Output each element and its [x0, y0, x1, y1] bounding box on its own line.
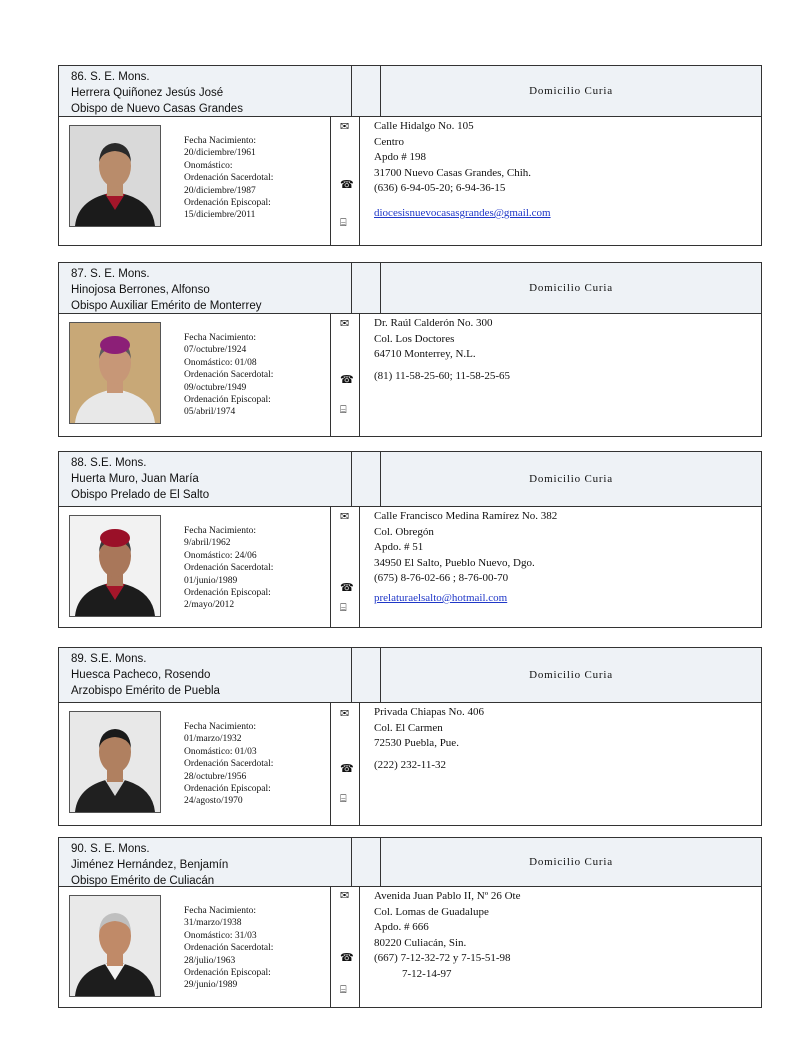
card-header [59, 66, 761, 117]
bishop-title: Obispo Prelado de El Salto [71, 489, 210, 501]
email-link[interactable]: diocesisnuevocasasgrandes@gmail.com [374, 206, 551, 219]
bishop-dates [184, 525, 273, 627]
curia-address [360, 314, 761, 436]
bishop-card [58, 837, 762, 1008]
address-line: Calle Hidalgo No. 105 [374, 120, 474, 132]
date-line: Onomástico: 24/06 [184, 550, 257, 561]
bishop-number: 88. S.E. Mons. [71, 457, 147, 469]
date-line: Ordenación Sacerdotal: [184, 759, 274, 770]
bishop-photo [69, 711, 161, 813]
bishop-dates [184, 332, 273, 436]
fax-icon: ⌸ [340, 216, 347, 229]
date-line: 28/julio/1963 [184, 955, 236, 966]
date-line: 20/diciembre/1961 [184, 148, 256, 159]
bishop-photo [69, 322, 161, 424]
date-line: Fecha Nacimiento: [184, 722, 257, 732]
card-header [59, 452, 761, 507]
email-link[interactable]: prelaturaelsalto@hotmail.com [374, 591, 508, 604]
date-line: Ordenación Episcopal: [184, 198, 271, 209]
bishop-dates [184, 905, 273, 1007]
envelope-icon: ✉ [340, 120, 350, 133]
bishop-number: 90. S. E. Mons. [71, 843, 150, 855]
bishop-dates [184, 721, 273, 825]
bishop-photo [69, 125, 161, 227]
bishop-heading [59, 66, 352, 116]
domicile-header: Domicilio Curia [529, 473, 613, 485]
telephone-icon: ☎ [340, 178, 354, 191]
bishop-name: Huesca Pacheco, Rosendo [71, 669, 211, 681]
address-line: 80220 Culiacán, Sin. [374, 936, 467, 949]
bishop-profile [59, 703, 331, 825]
bishop-name: Herrera Quiñonez Jesús José [71, 87, 224, 99]
bishop-profile [59, 117, 331, 245]
envelope-icon: ✉ [340, 707, 350, 720]
card-header [59, 263, 761, 314]
date-line: 24/agosto/1970 [184, 796, 243, 807]
date-line: Ordenación Sacerdotal: [184, 563, 274, 574]
bishop-number: 86. S. E. Mons. [71, 71, 150, 83]
date-line: 28/octubre/1956 [184, 771, 247, 782]
bishop-heading [59, 648, 352, 702]
curia-address [360, 887, 761, 1007]
date-line: 29/junio/1989 [184, 980, 238, 991]
date-line: Onomástico: 31/03 [184, 930, 257, 941]
date-line: Onomástico: 01/03 [184, 746, 257, 757]
date-line: Onomástico: 01/08 [184, 357, 257, 368]
date-line: Ordenación Episcopal: [184, 784, 271, 795]
address-line: (636) 6-94-05-20; 6-94-36-15 [374, 182, 506, 195]
address-line: 64710 Monterrey, N.L. [374, 348, 476, 361]
bishop-card [58, 262, 762, 437]
header-spacer [352, 66, 381, 116]
bishop-name: Huerta Muro, Juan María [71, 473, 199, 485]
date-line: Fecha Nacimiento: [184, 906, 257, 916]
envelope-icon: ✉ [340, 510, 350, 523]
bishop-card [58, 647, 762, 826]
bishop-dates [184, 135, 273, 245]
date-line: 01/marzo/1932 [184, 734, 242, 745]
card-body [59, 703, 761, 825]
domicile-header: Domicilio Curia [529, 669, 613, 681]
contact-icons [331, 703, 360, 825]
card-body [59, 314, 761, 436]
date-line: 05/abril/1974 [184, 407, 236, 418]
date-line: Ordenación Episcopal: [184, 395, 271, 406]
header-spacer [352, 648, 381, 702]
bishop-number: 87. S. E. Mons. [71, 268, 150, 280]
domicile-header: Domicilio Curia [529, 282, 613, 294]
card-body [59, 887, 761, 1007]
date-line: 31/marzo/1938 [184, 918, 242, 929]
date-line: Ordenación Episcopal: [184, 968, 271, 979]
address-line: Apdo # 198 [374, 151, 426, 164]
bishop-photo [69, 515, 161, 617]
address-line: 7-12-14-97 [402, 967, 452, 980]
telephone-icon: ☎ [340, 581, 354, 594]
bishop-title: Obispo de Nuevo Casas Grandes [71, 103, 243, 115]
card-body [59, 507, 761, 627]
address-line: 72530 Puebla, Pue. [374, 737, 459, 750]
date-line: 2/mayo/2012 [184, 600, 235, 611]
bishop-heading [59, 263, 352, 313]
date-line: Ordenación Episcopal: [184, 588, 271, 599]
bishop-name: Jiménez Hernández, Benjamín [71, 859, 229, 871]
date-line: Fecha Nacimiento: [184, 136, 257, 146]
address-line: (81) 11-58-25-60; 11-58-25-65 [374, 369, 511, 382]
header-spacer [352, 452, 381, 506]
header-spacer [352, 838, 381, 886]
bishop-card [58, 451, 762, 628]
address-line: Col. Obregón [374, 525, 434, 538]
fax-icon: ⌸ [340, 601, 347, 614]
telephone-icon: ☎ [340, 762, 354, 775]
date-line: Fecha Nacimiento: [184, 333, 257, 343]
date-line: Ordenación Sacerdotal: [184, 173, 274, 184]
date-line: 15/diciembre/2011 [184, 210, 256, 221]
contact-icons [331, 887, 360, 1007]
address-line: Centro [374, 135, 404, 148]
bishop-heading [59, 452, 352, 506]
bishop-profile [59, 507, 331, 627]
bishop-photo [69, 895, 161, 997]
envelope-icon: ✉ [340, 317, 350, 330]
date-line: Ordenación Sacerdotal: [184, 370, 274, 381]
bishop-profile [59, 314, 331, 436]
address-line: Col. Lomas de Guadalupe [374, 905, 489, 918]
domicile-header: Domicilio Curia [529, 856, 613, 868]
address-line: Apdo. # 51 [374, 541, 424, 554]
date-line: 09/octubre/1949 [184, 382, 247, 393]
header-spacer [352, 263, 381, 313]
address-line: 34950 El Salto, Pueblo Nuevo, Dgo. [374, 556, 535, 569]
date-line: 01/junio/1989 [184, 575, 238, 586]
address-line: Col. Los Doctores [374, 332, 455, 345]
date-line: 07/octubre/1924 [184, 345, 247, 356]
address-line: (667) 7-12-32-72 y 7-15-51-98 [374, 952, 511, 965]
address-line: (675) 8-76-02-66 ; 8-76-00-70 [374, 572, 509, 585]
bishop-profile [59, 887, 331, 1007]
address-line: Avenida Juan Pablo II, Nº 26 Ote [374, 890, 521, 902]
address-line: Privada Chiapas No. 406 [374, 706, 484, 718]
bishop-card [58, 65, 762, 246]
curia-address [360, 117, 761, 245]
curia-address [360, 507, 761, 627]
date-line: 20/diciembre/1987 [184, 185, 256, 196]
address-line: Col. El Carmen [374, 721, 443, 734]
date-line: Ordenación Sacerdotal: [184, 943, 274, 954]
bishop-title: Arzobispo Emérito de Puebla [71, 685, 220, 697]
date-line: 9/abril/1962 [184, 538, 231, 549]
date-line: Onomástico: [184, 160, 233, 171]
fax-icon: ⌸ [340, 792, 347, 805]
contact-icons [331, 507, 360, 627]
card-body [59, 117, 761, 245]
card-header [59, 648, 761, 703]
card-header [59, 838, 761, 887]
address-line: Apdo. # 666 [374, 921, 429, 934]
address-line: Dr. Raúl Calderón No. 300 [374, 317, 493, 329]
bishop-title: Obispo Emérito de Culiacán [71, 875, 215, 887]
telephone-icon: ☎ [340, 951, 354, 964]
curia-address [360, 703, 761, 825]
date-line: Fecha Nacimiento: [184, 526, 257, 536]
contact-icons [331, 314, 360, 436]
bishop-heading [59, 838, 352, 886]
address-line: (222) 232-11-32 [374, 758, 446, 771]
bishop-title: Obispo Auxiliar Emérito de Monterrey [71, 300, 262, 312]
bishop-name: Hinojosa Berrones, Alfonso [71, 284, 210, 296]
envelope-icon: ✉ [340, 889, 350, 902]
domicile-header: Domicilio Curia [529, 85, 613, 97]
address-line: 31700 Nuevo Casas Grandes, Chih. [374, 166, 532, 179]
fax-icon: ⌸ [340, 403, 347, 416]
fax-icon: ⌸ [340, 983, 347, 996]
telephone-icon: ☎ [340, 373, 354, 386]
address-line: Calle Francisco Medina Ramírez No. 382 [374, 510, 558, 522]
bishop-number: 89. S.E. Mons. [71, 653, 147, 665]
contact-icons [331, 117, 360, 245]
